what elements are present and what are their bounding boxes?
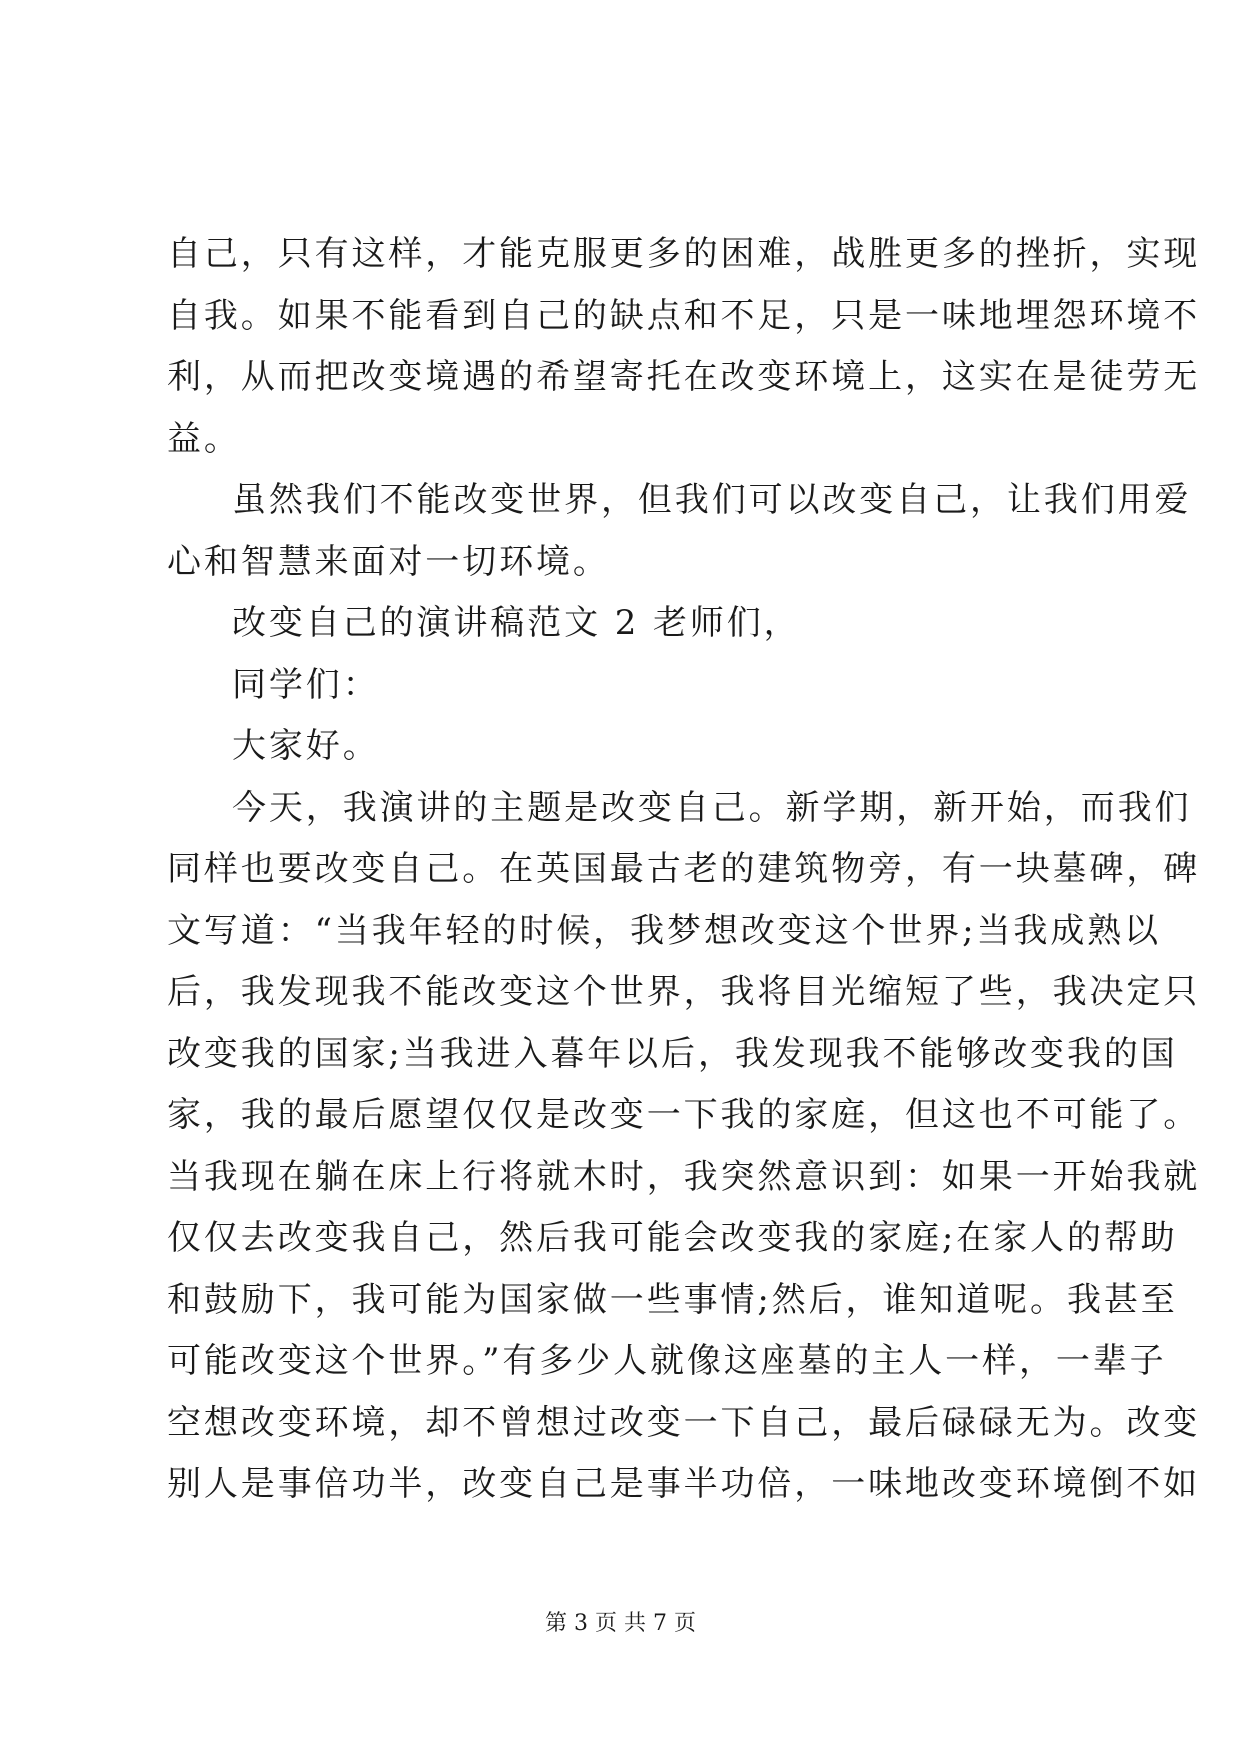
text-line: 同样也要改变自己。在英国最古老的建筑物旁，有一块墓碑，碑 (167, 849, 1201, 889)
text-line: 家，我的最后愿望仅仅是改变一下我的家庭，但这也不可能了。 (167, 1095, 1201, 1135)
page-footer: 第 3 页 共 7 页 (545, 1611, 696, 1636)
text-line: 大家好。 (232, 726, 380, 766)
text-line: 和鼓励下，我可能为国家做一些事情;然后，谁知道呢。我甚至 (167, 1279, 1178, 1320)
text-line: 文写道：“当我年轻的时候，我梦想改变这个世界;当我成熟以 (167, 910, 1162, 951)
text-line: 益。 (167, 418, 241, 459)
text-line: 空想改变环境，却不曾想过改变一下自己，最后碌碌无为。改变 (167, 1402, 1201, 1443)
text-line: 后，我发现我不能改变这个世界，我将目光缩短了些，我决定只 (167, 972, 1201, 1012)
text-line: 心和智慧来面对一切环境。 (167, 541, 610, 582)
text-line: 利，从而把改变境遇的希望寄托在改变环境上，这实在是徒劳无 (167, 357, 1201, 397)
text-line: 自我。如果不能看到自己的缺点和不足，只是一味地埋怨环境不 (167, 295, 1201, 336)
text-line: 虽然我们不能改变世界，但我们可以改变自己，让我们用爱 (232, 480, 1192, 520)
text-line: 可能改变这个世界。”有多少人就像这座墓的主人一样，一辈子 (167, 1341, 1167, 1381)
text-line: 别人是事倍功半，改变自己是事半功倍，一味地改变环境倒不如 (167, 1464, 1201, 1504)
text-line: 同学们： (232, 664, 380, 705)
text-line: 改变自己的演讲稿范文 2 老师们， (232, 603, 801, 643)
text-line: 改变我的国家;当我进入暮年以后，我发现我不能够改变我的国 (167, 1033, 1178, 1074)
text-line: 当我现在躺在床上行将就木时，我突然意识到：如果一开始我就 (167, 1156, 1201, 1197)
text-line: 仅仅去改变我自己，然后我可能会改变我的家庭;在家人的帮助 (167, 1218, 1178, 1258)
document-body (167, 224, 1201, 1516)
text-line: 自己，只有这样，才能克服更多的困难，战胜更多的挫折，实现 (167, 234, 1201, 274)
text-line: 今天，我演讲的主题是改变自己。新学期，新开始，而我们 (232, 787, 1192, 828)
